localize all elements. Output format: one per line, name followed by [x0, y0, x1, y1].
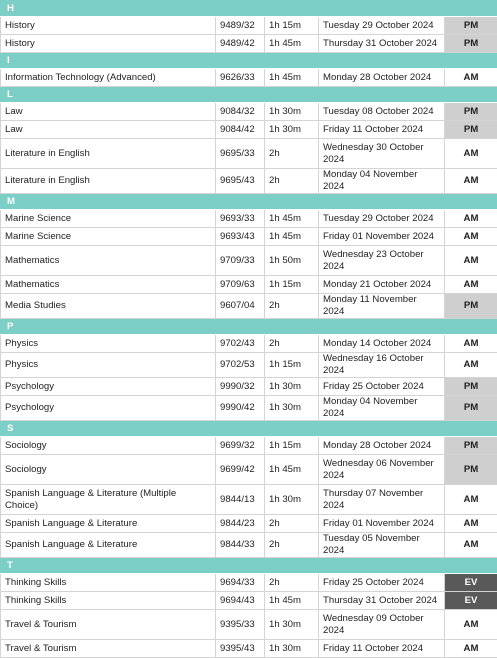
subject-cell: Psychology: [1, 378, 216, 396]
component-code-cell: 9702/43: [216, 335, 265, 353]
session-cell: EV: [445, 592, 497, 610]
section-header: [1, 87, 497, 103]
component-code-cell: 9489/42: [216, 35, 265, 53]
duration-cell: 1h 30m: [265, 121, 319, 139]
session-cell: AM: [445, 228, 497, 246]
subject-cell: Spanish Language & Literature: [1, 533, 216, 558]
section-header: [1, 1, 497, 17]
table-row: [1, 455, 497, 485]
section-letter: P: [1, 319, 497, 335]
component-code-cell: 9990/32: [216, 378, 265, 396]
session-cell: PM: [445, 103, 497, 121]
component-code-cell: 9693/43: [216, 228, 265, 246]
date-cell: Tuesday 29 October 2024: [319, 210, 445, 228]
session-cell: PM: [445, 17, 497, 35]
component-code-cell: 9844/33: [216, 533, 265, 558]
component-code-cell: 9084/32: [216, 103, 265, 121]
session-cell: AM: [445, 485, 497, 515]
date-cell: Friday 01 November 2024: [319, 515, 445, 533]
subject-cell: History: [1, 17, 216, 35]
component-code-cell: 9395/43: [216, 640, 265, 658]
section-letter: L: [1, 87, 497, 103]
table-row: [1, 276, 497, 294]
component-code-cell: 9694/43: [216, 592, 265, 610]
session-cell: PM: [445, 455, 497, 485]
date-cell: Wednesday 16 October 2024: [319, 353, 445, 378]
table-row: [1, 294, 497, 319]
duration-cell: 1h 30m: [265, 378, 319, 396]
date-cell: Monday 04 November 2024: [319, 169, 445, 194]
duration-cell: 1h 15m: [265, 276, 319, 294]
section-header: [1, 558, 497, 574]
component-code-cell: 9695/43: [216, 169, 265, 194]
subject-cell: Marine Science: [1, 210, 216, 228]
table-row: [1, 378, 497, 396]
subject-cell: Law: [1, 121, 216, 139]
subject-cell: Thinking Skills: [1, 574, 216, 592]
session-cell: AM: [445, 210, 497, 228]
session-cell: PM: [445, 121, 497, 139]
table-row: [1, 640, 497, 658]
component-code-cell: 9695/33: [216, 139, 265, 169]
table-row: [1, 437, 497, 455]
section-header: [1, 421, 497, 437]
subject-cell: History: [1, 35, 216, 53]
subject-cell: Travel & Tourism: [1, 640, 216, 658]
date-cell: Wednesday 09 October 2024: [319, 610, 445, 640]
duration-cell: 1h 50m: [265, 246, 319, 276]
duration-cell: 2h: [265, 139, 319, 169]
component-code-cell: 9699/32: [216, 437, 265, 455]
session-cell: AM: [445, 353, 497, 378]
duration-cell: 1h 30m: [265, 485, 319, 515]
component-code-cell: 9699/42: [216, 455, 265, 485]
component-code-cell: 9844/23: [216, 515, 265, 533]
duration-cell: 2h: [265, 515, 319, 533]
table-row: [1, 246, 497, 276]
component-code-cell: 9709/33: [216, 246, 265, 276]
table-row: [1, 353, 497, 378]
component-code-cell: 9693/33: [216, 210, 265, 228]
subject-cell: Marine Science: [1, 228, 216, 246]
date-cell: Monday 21 October 2024: [319, 276, 445, 294]
subject-cell: Spanish Language & Literature (Multiple Choice): [1, 485, 216, 515]
table-row: [1, 103, 497, 121]
duration-cell: 1h 45m: [265, 228, 319, 246]
component-code-cell: 9489/32: [216, 17, 265, 35]
session-cell: AM: [445, 69, 497, 87]
table-row: [1, 17, 497, 35]
component-code-cell: 9607/04: [216, 294, 265, 319]
component-code-cell: 9626/33: [216, 69, 265, 87]
date-cell: Tuesday 29 October 2024: [319, 17, 445, 35]
subject-cell: Spanish Language & Literature: [1, 515, 216, 533]
table-row: [1, 396, 497, 421]
subject-cell: Mathematics: [1, 246, 216, 276]
duration-cell: 1h 45m: [265, 35, 319, 53]
session-cell: AM: [445, 533, 497, 558]
subject-cell: Thinking Skills: [1, 592, 216, 610]
subject-cell: Sociology: [1, 437, 216, 455]
duration-cell: 1h 30m: [265, 396, 319, 421]
session-cell: AM: [445, 335, 497, 353]
session-cell: EV: [445, 574, 497, 592]
duration-cell: 1h 15m: [265, 353, 319, 378]
table-row: [1, 335, 497, 353]
duration-cell: 1h 30m: [265, 103, 319, 121]
section-letter: S: [1, 421, 497, 437]
session-cell: PM: [445, 396, 497, 421]
subject-cell: Psychology: [1, 396, 216, 421]
section-header: [1, 194, 497, 210]
session-cell: AM: [445, 515, 497, 533]
duration-cell: 2h: [265, 574, 319, 592]
section-letter: T: [1, 558, 497, 574]
section-header: [1, 53, 497, 69]
duration-cell: 1h 30m: [265, 610, 319, 640]
subject-cell: Sociology: [1, 455, 216, 485]
session-cell: PM: [445, 35, 497, 53]
duration-cell: 1h 45m: [265, 210, 319, 228]
table-row: [1, 610, 497, 640]
component-code-cell: 9702/53: [216, 353, 265, 378]
component-code-cell: 9844/13: [216, 485, 265, 515]
date-cell: Thursday 31 October 2024: [319, 592, 445, 610]
subject-cell: Physics: [1, 353, 216, 378]
table-row: [1, 210, 497, 228]
duration-cell: 1h 45m: [265, 455, 319, 485]
subject-cell: Mathematics: [1, 276, 216, 294]
duration-cell: 1h 30m: [265, 640, 319, 658]
date-cell: Friday 11 October 2024: [319, 121, 445, 139]
date-cell: Wednesday 30 October 2024: [319, 139, 445, 169]
table-row: [1, 485, 497, 515]
session-cell: PM: [445, 294, 497, 319]
session-cell: PM: [445, 437, 497, 455]
subject-cell: Law: [1, 103, 216, 121]
subject-cell: Information Technology (Advanced): [1, 69, 216, 87]
date-cell: Monday 14 October 2024: [319, 335, 445, 353]
duration-cell: 2h: [265, 335, 319, 353]
table-row: [1, 139, 497, 169]
subject-cell: Physics: [1, 335, 216, 353]
date-cell: Friday 11 October 2024: [319, 640, 445, 658]
table-row: [1, 592, 497, 610]
date-cell: Friday 25 October 2024: [319, 574, 445, 592]
section-letter: I: [1, 53, 497, 69]
session-cell: AM: [445, 246, 497, 276]
duration-cell: 1h 45m: [265, 69, 319, 87]
component-code-cell: 9694/33: [216, 574, 265, 592]
session-cell: AM: [445, 139, 497, 169]
date-cell: Thursday 07 November 2024: [319, 485, 445, 515]
date-cell: Friday 25 October 2024: [319, 378, 445, 396]
table-row: [1, 228, 497, 246]
duration-cell: 2h: [265, 169, 319, 194]
session-cell: AM: [445, 610, 497, 640]
date-cell: Tuesday 05 November 2024: [319, 533, 445, 558]
duration-cell: 2h: [265, 533, 319, 558]
table-row: [1, 169, 497, 194]
table-row: [1, 533, 497, 558]
date-cell: Monday 28 October 2024: [319, 437, 445, 455]
date-cell: Wednesday 06 November 2024: [319, 455, 445, 485]
date-cell: Thursday 31 October 2024: [319, 35, 445, 53]
table-row: [1, 574, 497, 592]
component-code-cell: 9990/42: [216, 396, 265, 421]
subject-cell: Media Studies: [1, 294, 216, 319]
table-row: [1, 121, 497, 139]
session-cell: AM: [445, 276, 497, 294]
date-cell: Tuesday 08 October 2024: [319, 103, 445, 121]
component-code-cell: 9395/33: [216, 610, 265, 640]
component-code-cell: 9084/42: [216, 121, 265, 139]
date-cell: Friday 01 November 2024: [319, 228, 445, 246]
table-row: [1, 515, 497, 533]
subject-cell: Literature in English: [1, 169, 216, 194]
date-cell: Wednesday 23 October 2024: [319, 246, 445, 276]
section-letter: H: [1, 1, 497, 17]
duration-cell: 1h 45m: [265, 592, 319, 610]
session-cell: PM: [445, 378, 497, 396]
date-cell: Monday 04 November 2024: [319, 396, 445, 421]
duration-cell: 1h 15m: [265, 17, 319, 35]
table-row: [1, 35, 497, 53]
table-row: [1, 69, 497, 87]
date-cell: Monday 28 October 2024: [319, 69, 445, 87]
subject-cell: Travel & Tourism: [1, 610, 216, 640]
timetable-body: [1, 1, 497, 658]
session-cell: AM: [445, 640, 497, 658]
section-letter: M: [1, 194, 497, 210]
session-cell: AM: [445, 169, 497, 194]
subject-cell: Literature in English: [1, 139, 216, 169]
duration-cell: 2h: [265, 294, 319, 319]
duration-cell: 1h 15m: [265, 437, 319, 455]
section-header: [1, 319, 497, 335]
date-cell: Monday 11 November 2024: [319, 294, 445, 319]
component-code-cell: 9709/63: [216, 276, 265, 294]
